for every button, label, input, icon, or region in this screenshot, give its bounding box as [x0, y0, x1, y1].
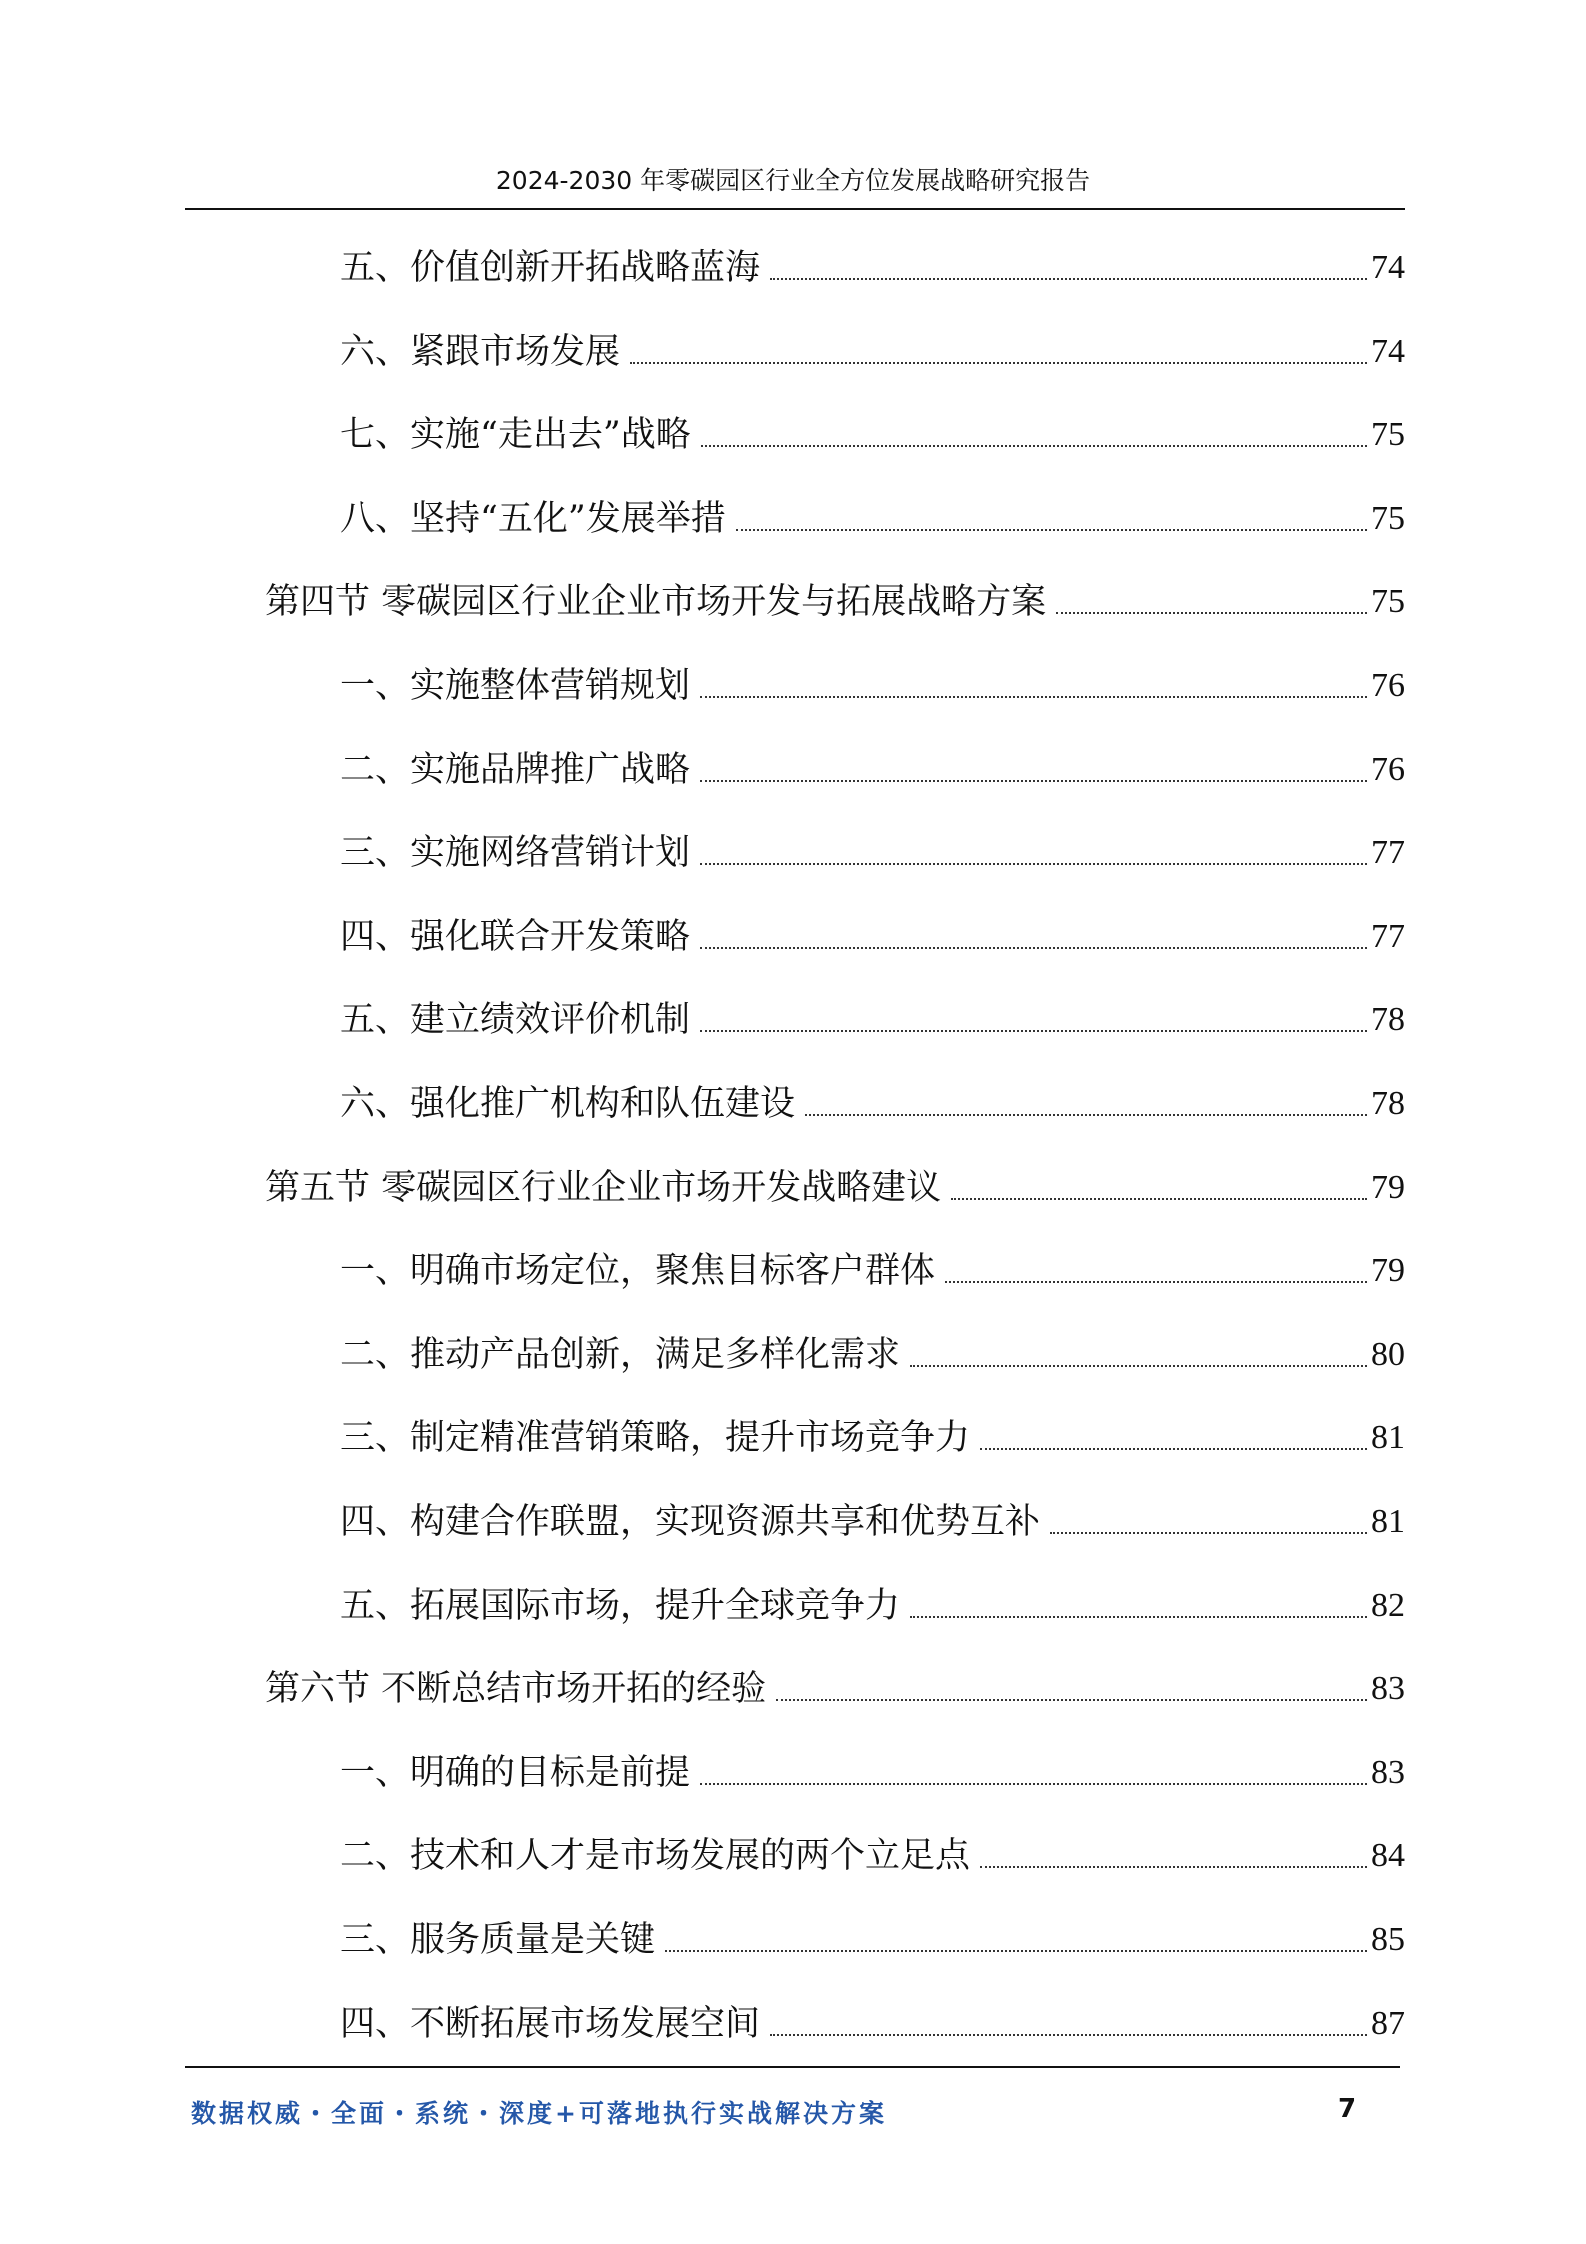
toc-dot-leader — [736, 528, 1367, 531]
toc-entry[interactable] — [340, 742, 1405, 792]
toc-dot-leader — [776, 1698, 1367, 1701]
toc-dot-leader — [945, 1280, 1367, 1283]
toc-entry[interactable] — [340, 1327, 1405, 1377]
toc-entry-label: 五、建立绩效评价机制 — [340, 1000, 691, 1041]
toc-entry-page: 74 — [1371, 332, 1405, 370]
toc-entry[interactable] — [340, 909, 1405, 959]
toc-entry[interactable] — [340, 1076, 1405, 1126]
toc-entry-page: 77 — [1371, 917, 1405, 955]
toc-entry-page: 81 — [1371, 1419, 1405, 1457]
toc-entry-label: 七、实施“走出去”战略 — [340, 415, 691, 456]
toc-dot-leader — [951, 1197, 1367, 1200]
toc-entry[interactable] — [340, 992, 1405, 1042]
toc-entry-label: 一、明确市场定位，聚焦目标客户群体 — [340, 1251, 936, 1292]
toc-entry[interactable] — [340, 658, 1405, 708]
toc-entry[interactable] — [340, 324, 1405, 374]
toc-entry-page: 87 — [1371, 2004, 1405, 2042]
toc-dot-leader — [1056, 611, 1367, 614]
toc-entry[interactable] — [340, 240, 1405, 290]
toc-entry-label: 四、强化联合开发策略 — [340, 916, 691, 957]
toc-dot-leader — [980, 1447, 1367, 1450]
header-divider — [185, 208, 1405, 210]
toc-entry-label: 二、技术和人才是市场发展的两个立足点 — [340, 1836, 971, 1877]
toc-entry-label: 二、推动产品创新，满足多样化需求 — [340, 1334, 901, 1375]
toc-entry[interactable] — [340, 407, 1405, 457]
footer-slogan: 数据权威・全面・系统・深度+可落地执行实战解决方案 — [191, 2099, 887, 2128]
toc-entry-page: 74 — [1371, 249, 1405, 286]
toc-entry-page: 82 — [1371, 1586, 1405, 1624]
toc-entry[interactable] — [340, 1828, 1405, 1878]
toc-entry-page: 83 — [1371, 1670, 1405, 1708]
toc-entry[interactable] — [340, 1494, 1405, 1544]
toc-entry-label: 四、不断拓展市场发展空间 — [340, 2003, 761, 2044]
toc-entry-label: 二、实施品牌推广战略 — [340, 749, 691, 790]
toc-entry-page: 75 — [1371, 416, 1405, 454]
toc-entry-label: 四、构建合作联盟，实现资源共享和优势互补 — [340, 1502, 1041, 1542]
toc-entry-label: 三、实施网络营销计划 — [340, 833, 691, 874]
toc-entry-label: 三、服务质量是关键 — [340, 1920, 656, 1960]
toc-entry-label: 五、拓展国际市场，提升全球竞争力 — [340, 1585, 901, 1626]
toc-entry[interactable] — [340, 1410, 1405, 1460]
toc-dot-leader — [910, 1615, 1367, 1618]
toc-dot-leader — [770, 2033, 1367, 2036]
toc-dot-leader — [700, 695, 1367, 698]
toc-entry[interactable] — [340, 825, 1405, 875]
footer-divider — [185, 2066, 1400, 2068]
toc-dot-leader — [665, 1949, 1367, 1952]
toc-dot-leader — [630, 361, 1367, 364]
toc-entry[interactable] — [340, 1996, 1405, 2046]
toc-entry-page: 75 — [1371, 583, 1405, 621]
toc-entry-page: 79 — [1371, 1252, 1405, 1290]
toc-dot-leader — [980, 1865, 1367, 1868]
toc-dot-leader — [700, 946, 1367, 949]
toc-entry[interactable] — [340, 491, 1405, 541]
toc-entry-label: 五、价值创新开拓战略蓝海 — [340, 248, 761, 288]
toc-dot-leader — [700, 862, 1367, 865]
toc-entry-label: 八、坚持“五化”发展举措 — [340, 498, 726, 539]
toc-dot-leader — [805, 1113, 1367, 1116]
toc-entry[interactable] — [340, 1578, 1405, 1628]
toc-entry[interactable] — [265, 1661, 1405, 1711]
toc-entry[interactable] — [340, 1912, 1405, 1962]
page-header-title: 2024-2030 年零碳园区行业全方位发展战略研究报告 — [495, 166, 1091, 195]
toc-entry-page: 79 — [1371, 1168, 1405, 1206]
toc-entry-page: 84 — [1371, 1837, 1405, 1875]
toc-dot-leader — [700, 779, 1367, 782]
toc-entry-label: 一、实施整体营销规划 — [340, 666, 691, 706]
toc-entry-page: 81 — [1371, 1503, 1405, 1540]
toc-entry-label: 三、制定精准营销策略，提升市场竞争力 — [340, 1418, 971, 1459]
toc-entry-label: 第五节 零碳园区行业企业市场开发战略建议 — [265, 1167, 942, 1208]
toc-entry-page: 77 — [1371, 834, 1405, 872]
toc-entry-label: 第四节 零碳园区行业企业市场开发与拓展战略方案 — [265, 582, 1047, 623]
toc-entry-page: 80 — [1371, 1335, 1405, 1373]
page-number: 7 — [1338, 2094, 1357, 2124]
toc-dot-leader — [770, 277, 1367, 280]
toc-entry-page: 78 — [1371, 1085, 1405, 1122]
toc-dot-leader — [700, 1029, 1367, 1032]
toc-dot-leader — [700, 1782, 1367, 1785]
toc-entry-page: 76 — [1371, 750, 1405, 788]
toc-entry-label: 第六节 不断总结市场开拓的经验 — [265, 1669, 767, 1710]
toc-entry-page: 83 — [1371, 1753, 1405, 1791]
toc-entry[interactable] — [265, 574, 1405, 624]
toc-entry[interactable] — [340, 1243, 1405, 1293]
toc-dot-leader — [1050, 1531, 1367, 1534]
toc-entry-page: 75 — [1371, 499, 1405, 537]
toc-entry-page: 76 — [1371, 667, 1405, 704]
toc-entry-page: 78 — [1371, 1001, 1405, 1039]
toc-entry-page: 85 — [1371, 1921, 1405, 1958]
toc-entry-label: 六、紧跟市场发展 — [340, 331, 621, 372]
toc-entry-label: 六、强化推广机构和队伍建设 — [340, 1084, 796, 1124]
toc-dot-leader — [701, 444, 1367, 447]
toc-entry[interactable] — [265, 1160, 1405, 1210]
toc-entry[interactable] — [340, 1745, 1405, 1795]
toc-dot-leader — [910, 1364, 1367, 1367]
toc-entry-label: 一、明确的目标是前提 — [340, 1752, 691, 1793]
